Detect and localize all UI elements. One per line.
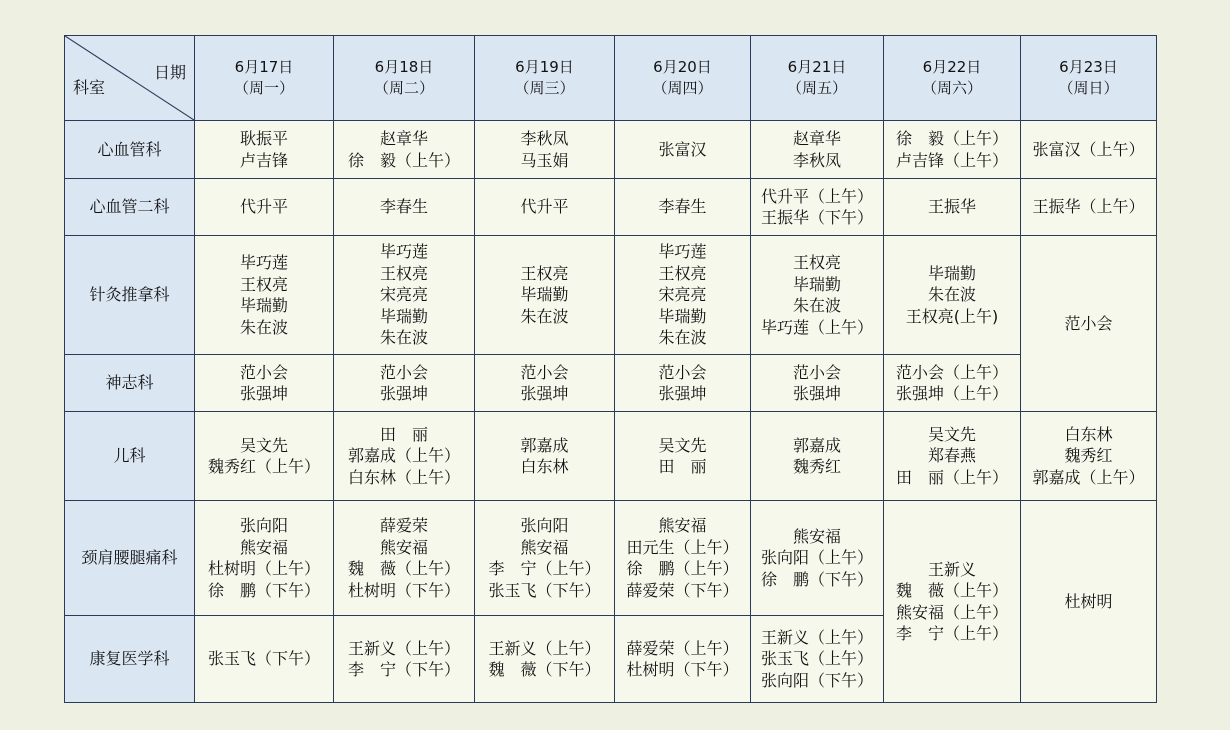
duty-cell: 田 丽 郭嘉成（上午） 白东林（上午）	[334, 412, 475, 501]
day-header-thu	[615, 36, 751, 121]
duty-cell: 耿振平 卢吉锋	[195, 121, 334, 179]
duty-cell: 代升平	[195, 179, 334, 236]
duty-cell: 王振华（上午）	[1021, 179, 1157, 236]
day-date: 6月17日	[234, 58, 294, 76]
dept-row-mental	[65, 355, 1157, 412]
day-header-sun	[1021, 36, 1157, 121]
duty-cell: 范小会 张强坤	[615, 355, 751, 412]
duty-cell-merged: 范小会	[1021, 236, 1157, 412]
duty-cell: 吴文先 田 丽	[615, 412, 751, 501]
duty-cell: 郭嘉成 魏秀红	[751, 412, 884, 501]
header-row	[65, 36, 1157, 121]
dept-row-cardio2	[65, 179, 1157, 236]
day-date: 6月18日	[374, 58, 434, 76]
duty-cell: 范小会 张强坤	[334, 355, 475, 412]
duty-cell: 毕巧莲 王权亮 宋亮亮 毕瑞勤 朱在波	[334, 236, 475, 355]
duty-cell: 李春生	[334, 179, 475, 236]
corner-header-cell	[65, 36, 195, 121]
day-date: 6月22日	[922, 58, 982, 76]
dept-name-pediatrics: 儿科	[65, 412, 195, 501]
day-weekday: （周四）	[652, 79, 713, 97]
dept-row-acupuncture	[65, 236, 1157, 355]
dept-name-rehab: 康复医学科	[65, 616, 195, 703]
duty-cell: 王权亮 毕瑞勤 朱在波	[475, 236, 615, 355]
duty-cell: 赵章华 徐 毅（上午）	[334, 121, 475, 179]
duty-cell: 白东林 魏秀红 郭嘉成（上午）	[1021, 412, 1157, 501]
duty-cell: 范小会 张强坤	[751, 355, 884, 412]
dept-row-cardio	[65, 121, 1157, 179]
day-header-mon	[195, 36, 334, 121]
duty-cell: 王新义（上午） 李 宁（下午）	[334, 616, 475, 703]
dept-name-acupuncture: 针灸推拿科	[65, 236, 195, 355]
duty-cell: 范小会 张强坤	[195, 355, 334, 412]
duty-cell: 张富汉（上午）	[1021, 121, 1157, 179]
day-weekday: （周三）	[514, 79, 575, 97]
duty-cell: 毕巧莲 王权亮 宋亮亮 毕瑞勤 朱在波	[615, 236, 751, 355]
corner-dept-label: 科室	[73, 78, 106, 97]
duty-cell: 赵章华 李秋凤	[751, 121, 884, 179]
day-date: 6月21日	[787, 58, 847, 76]
duty-cell: 张向阳 熊安福 李 宁（上午） 张玉飞（下午）	[475, 501, 615, 616]
duty-cell: 张富汉	[615, 121, 751, 179]
duty-cell: 徐 毅（上午） 卢吉锋（上午）	[884, 121, 1021, 179]
duty-cell: 范小会 张强坤	[475, 355, 615, 412]
day-weekday: （周一）	[233, 79, 294, 97]
duty-cell: 吴文先 郑春燕 田 丽（上午）	[884, 412, 1021, 501]
day-weekday: （周二）	[373, 79, 434, 97]
duty-cell: 代升平（上午） 王振华（下午）	[751, 179, 884, 236]
duty-schedule-table	[64, 35, 1157, 703]
day-weekday: （周六）	[921, 79, 982, 97]
duty-cell: 王权亮 毕瑞勤 朱在波 毕巧莲（上午）	[751, 236, 884, 355]
dept-row-neck-back	[65, 501, 1157, 616]
duty-cell: 张向阳 熊安福 杜树明（上午） 徐 鹏（下午）	[195, 501, 334, 616]
duty-cell: 王新义（上午） 魏 薇（下午）	[475, 616, 615, 703]
duty-cell: 薛爱荣（上午） 杜树明（下午）	[615, 616, 751, 703]
duty-cell: 王振华	[884, 179, 1021, 236]
duty-cell: 李秋凤 马玉娟	[475, 121, 615, 179]
duty-cell: 代升平	[475, 179, 615, 236]
corner-date-label: 日期	[153, 63, 186, 82]
dept-name-mental: 神志科	[65, 355, 195, 412]
dept-name-neck-back: 颈肩腰腿痛科	[65, 501, 195, 616]
day-header-wed	[475, 36, 615, 121]
day-weekday: （周五）	[786, 79, 847, 97]
day-weekday: （周日）	[1058, 79, 1119, 97]
duty-cell: 郭嘉成 白东林	[475, 412, 615, 501]
duty-cell: 吴文先 魏秀红（上午）	[195, 412, 334, 501]
day-header-sat	[884, 36, 1021, 121]
day-header-fri	[751, 36, 884, 121]
duty-cell: 薛爱荣 熊安福 魏 薇（上午） 杜树明（下午）	[334, 501, 475, 616]
dept-row-pediatrics	[65, 412, 1157, 501]
duty-cell: 李春生	[615, 179, 751, 236]
day-date: 6月23日	[1059, 58, 1118, 76]
duty-cell: 熊安福 田元生（上午） 徐 鹏（上午） 薛爱荣（下午）	[615, 501, 751, 616]
duty-cell: 熊安福 张向阳（上午） 徐 鹏（下午）	[751, 501, 884, 616]
duty-cell: 范小会（上午） 张强坤（上午）	[884, 355, 1021, 412]
duty-cell: 张玉飞（下午）	[195, 616, 334, 703]
day-date: 6月19日	[515, 58, 574, 76]
duty-cell: 王新义（上午） 张玉飞（上午） 张向阳（下午）	[751, 616, 884, 703]
duty-cell-merged: 杜树明	[1021, 501, 1157, 703]
dept-name-cardio: 心血管科	[65, 121, 195, 179]
dept-name-cardio2: 心血管二科	[65, 179, 195, 236]
duty-cell: 毕瑞勤 朱在波 王权亮(上午)	[884, 236, 1021, 355]
duty-cell: 毕巧莲 王权亮 毕瑞勤 朱在波	[195, 236, 334, 355]
day-header-tue	[334, 36, 475, 121]
day-date: 6月20日	[653, 58, 712, 76]
duty-cell-merged: 王新义 魏 薇（上午） 熊安福（上午） 李 宁（上午）	[884, 501, 1021, 703]
